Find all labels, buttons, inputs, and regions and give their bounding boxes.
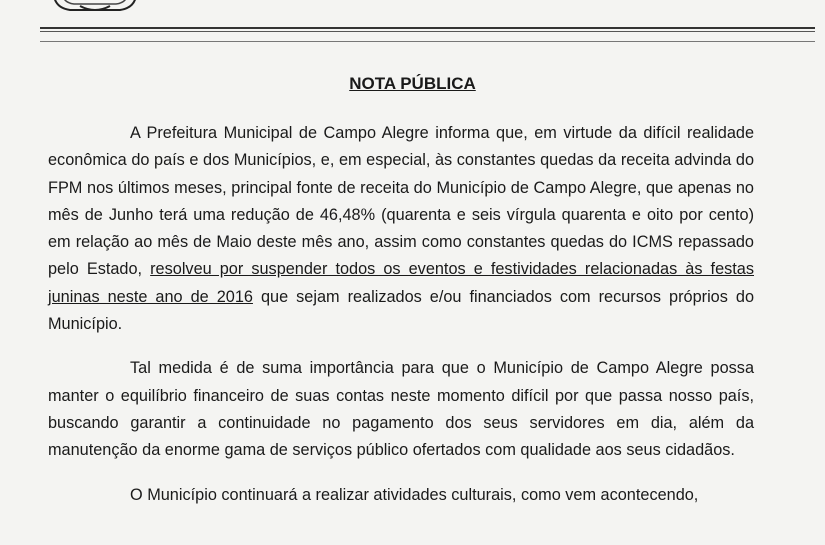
- paragraph-1: [48, 120, 754, 338]
- header-rule-lower: [40, 41, 815, 42]
- header-rule-thin: [40, 31, 815, 32]
- paragraph-1-end: que sejam realizados e/ou financiados com recursos próprios do Município.: [48, 287, 754, 334]
- header-rule-thick: [40, 27, 815, 29]
- document-body: [48, 120, 754, 509]
- document-title: NOTA PÚBLICA: [349, 74, 476, 93]
- municipal-seal-icon: [40, 0, 150, 16]
- paragraph-3: O Município continuará a realizar atividades culturais, como vem acontecendo,: [130, 485, 699, 504]
- paragraph-2: Tal medida é de suma importância para que o Município de Campo Alegre possa manter o equilíbrio financeiro de suas contas neste momento difícil por que passa nosso país, buscando garantir a continuidade no pagamento dos seus servidores em dia, além da manutenção da enorme gama de serviços público ofertados com qualidade aos seus cidadãos.: [48, 359, 754, 460]
- underlined-decision: resolveu por suspender todos os eventos e festividades relacionadas às festas juninas neste ano de 2016: [48, 260, 754, 306]
- paragraph-1-text: A Prefeitura Municipal de Campo Alegre informa que, em virtude da difícil realidade econômica do país e dos Municípios, e, em especial, às constantes quedas da receita advinda do FPM nos últimos meses, principal fonte de receita do Município de Campo Alegre, que apenas no mês de Junho terá uma redução de 46,48% (quarenta e seis vírgula quarenta e oito por cento) em relação ao mês de Maio deste mês ano, assim como constantes quedas do ICMS repassado pelo Estado,: [48, 124, 754, 279]
